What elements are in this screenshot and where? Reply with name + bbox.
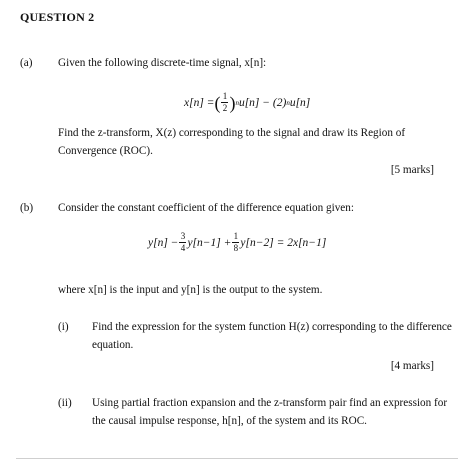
frac-den: 2 bbox=[222, 103, 228, 113]
eq-b-term3: y[n−2] = 2x[n−1] bbox=[240, 236, 327, 249]
left-paren: ( bbox=[214, 92, 221, 113]
eq-a-rest2: u[n] bbox=[289, 96, 311, 109]
part-a-equation bbox=[184, 92, 310, 113]
frac-num: 1 bbox=[222, 91, 228, 101]
part-b-i-line1: Find the expression for the system function H(z) corresponding to the difference bbox=[92, 321, 452, 333]
exp-n-2: n bbox=[286, 98, 290, 107]
eq-a-lhs: x[n] = bbox=[184, 96, 215, 109]
part-b-ii-line2: the causal impulse response, h[n], of the system and its ROC. bbox=[92, 415, 367, 427]
part-b-where: where x[n] is the input and y[n] is the output to the system. bbox=[58, 284, 323, 296]
eq-a-rest1: u[n] − (2) bbox=[238, 96, 287, 109]
part-b-i-line2: equation. bbox=[92, 339, 134, 351]
bottom-divider bbox=[16, 458, 458, 459]
part-b-ii-label: (ii) bbox=[58, 397, 72, 409]
frac-den: 4 bbox=[180, 243, 186, 253]
eq-b-term2: y[n−1] + bbox=[187, 236, 232, 249]
fraction-one-half bbox=[221, 92, 228, 113]
part-a-intro: Given the following discrete-time signal, x[n]: bbox=[58, 57, 267, 69]
part-b-label: (b) bbox=[20, 202, 34, 214]
frac-num: 3 bbox=[180, 231, 186, 241]
frac-num: 1 bbox=[233, 231, 239, 241]
part-a-task-line1: Find the z-transform, X(z) corresponding to the signal and draw its Region of bbox=[58, 127, 406, 139]
fraction-three-quarters bbox=[179, 232, 186, 253]
part-b-ii-line1: Using partial fraction expansion and the z-transform pair find an expression for bbox=[92, 397, 448, 409]
part-a-task-line2: Convergence (ROC). bbox=[58, 145, 153, 157]
part-b-i-marks: [4 marks] bbox=[390, 360, 434, 372]
part-b-intro: Consider the constant coefficient of the difference equation given: bbox=[58, 202, 354, 214]
fraction-one-eighth bbox=[232, 232, 239, 253]
part-b-equation bbox=[148, 232, 326, 253]
frac-den: 8 bbox=[233, 243, 239, 253]
part-b-i-label: (i) bbox=[58, 321, 69, 333]
exp-n: n bbox=[235, 98, 239, 107]
part-a-marks: [5 marks] bbox=[390, 164, 434, 176]
part-a-label: (a) bbox=[20, 57, 33, 69]
question-title: QUESTION 2 bbox=[20, 10, 95, 24]
right-paren: ) bbox=[229, 92, 236, 113]
eq-b-term1: y[n] − bbox=[148, 236, 179, 249]
